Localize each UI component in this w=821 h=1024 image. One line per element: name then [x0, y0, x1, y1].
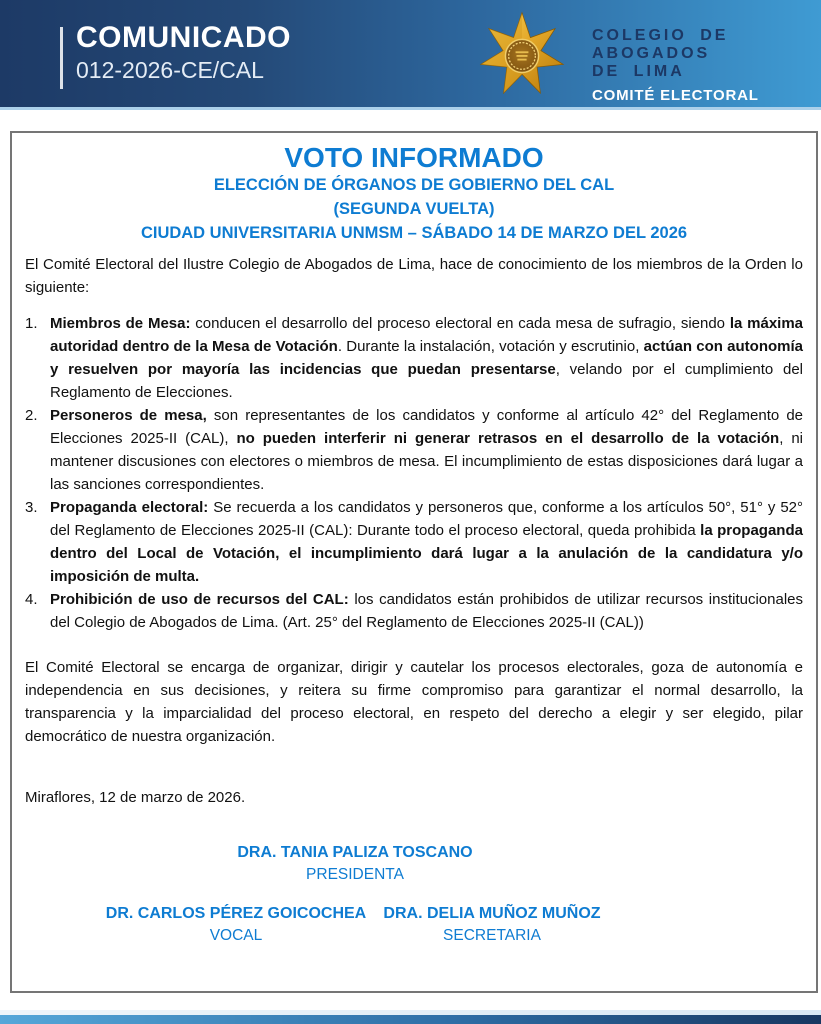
list-item — [25, 496, 803, 588]
list-item-text: Miembros de Mesa: conducen el desarrollo del proceso electoral en cada mesa de sufragio, siendo la máxima autoridad dentro de la Mesa de Votación. Durante la instalación, votación y escrutinio, actúan con autonomía y resuelven por mayoría las incidencias que puedan presentarse, velando por el cumplimiento del Reglamento de Elecciones. — [50, 315, 804, 401]
signature-president — [237, 843, 472, 885]
list-item-number: 1. — [25, 315, 38, 332]
list-item-text: Prohibición de uso de recursos del CAL: los candidatos están prohibidos de utilizar recursos institucionales del Colegio de Abogados de Lima. (Art. 25° del Reglamento de Elecciones 2025-II (CAL)) — [50, 591, 804, 631]
list-item — [25, 312, 803, 404]
signature-role: VOCAL — [209, 927, 263, 944]
document-box — [10, 131, 818, 993]
list-item — [25, 588, 803, 634]
dateline: Miraflores, 12 de marzo de 2026. — [25, 789, 246, 806]
signature-role: SECRETARIA — [443, 927, 541, 944]
comunicado-number: 012-2026-CE/CAL — [76, 57, 264, 83]
numbered-list — [25, 312, 803, 634]
document-subtitle-1: ELECCIÓN DE ÓRGANOS DE GOBIERNO DEL CAL — [213, 176, 615, 194]
list-item-number: 2. — [25, 407, 38, 424]
header-band — [0, 0, 821, 110]
list-item-text: Propaganda electoral: Se recuerda a los candidatos y personeros que, conforme a los artículos 50°, 51° y 52° del Reglamento de Elecciones 2025-II (CAL): Durante todo el proceso electoral, queda prohibida la propaganda dentro del Local de Votación, el incumplimiento dará lugar a la anulación de la candidatura y/o imposición de multa. — [50, 499, 803, 585]
closing-paragraph: El Comité Electoral se encarga de organizar, dirigir y cautelar los procesos electorales, goza de autonomía e independencia en sus decisiones, y reitera su firme compromiso para garantizar el normal desarrollo, la transparencia y la imparcialidad del proceso electoral, en respeto del derecho a elegir y ser elegido, pilar democrático de nuestra organización. — [25, 659, 803, 745]
comunicado-title: COMUNICADO — [76, 21, 291, 54]
list-item-number: 4. — [25, 591, 38, 608]
footer-gradient-bar — [0, 1015, 821, 1024]
header-divider — [60, 27, 63, 89]
list-item-text: Personeros de mesa, son representantes de los candidatos y conforme al artículo 42° del Reglamento de Elecciones 2025-II (CAL), no pueden interferir ni generar retrasos en el desarrollo de la votación, ni mantener discusiones con electores o miembros de mesa. El incumplimiento de estas disposiciones dará lugar a las sanciones correspondientes. — [50, 407, 804, 493]
signature-name: DRA. DELIA MUÑOZ MUÑOZ — [383, 905, 601, 922]
header-titles — [76, 22, 291, 84]
org-name-line-2: ABOGADOS — [592, 45, 711, 62]
signature-name: DRA. TANIA PALIZA TOSCANO — [237, 844, 473, 861]
org-name-line-3: DE LIMA — [592, 63, 685, 80]
org-block — [592, 27, 759, 104]
org-unit-label: COMITÉ ELECTORAL — [592, 87, 759, 104]
cal-star-logo — [476, 3, 568, 107]
signature-secretary — [383, 904, 600, 946]
list-item — [25, 404, 803, 496]
signature-name: DR. CARLOS PÉREZ GOICOCHEA — [105, 905, 367, 922]
list-item-number: 3. — [25, 499, 38, 516]
document-subtitle-3: CIUDAD UNIVERSITARIA UNMSM – SÁBADO 14 DE MARZO DEL 2026 — [140, 224, 688, 242]
document-subtitle-2: (SEGUNDA VUELTA) — [333, 200, 495, 218]
document-title: VOTO INFORMADO — [284, 142, 544, 173]
signature-role: PRESIDENTA — [306, 866, 404, 883]
intro-paragraph: El Comité Electoral del Ilustre Colegio de Abogados de Lima, hace de conocimiento de los miembros de la Orden lo siguiente: — [25, 256, 803, 296]
signature-vocal — [106, 904, 366, 946]
org-name-line-1: COLEGIO DE — [592, 27, 729, 44]
